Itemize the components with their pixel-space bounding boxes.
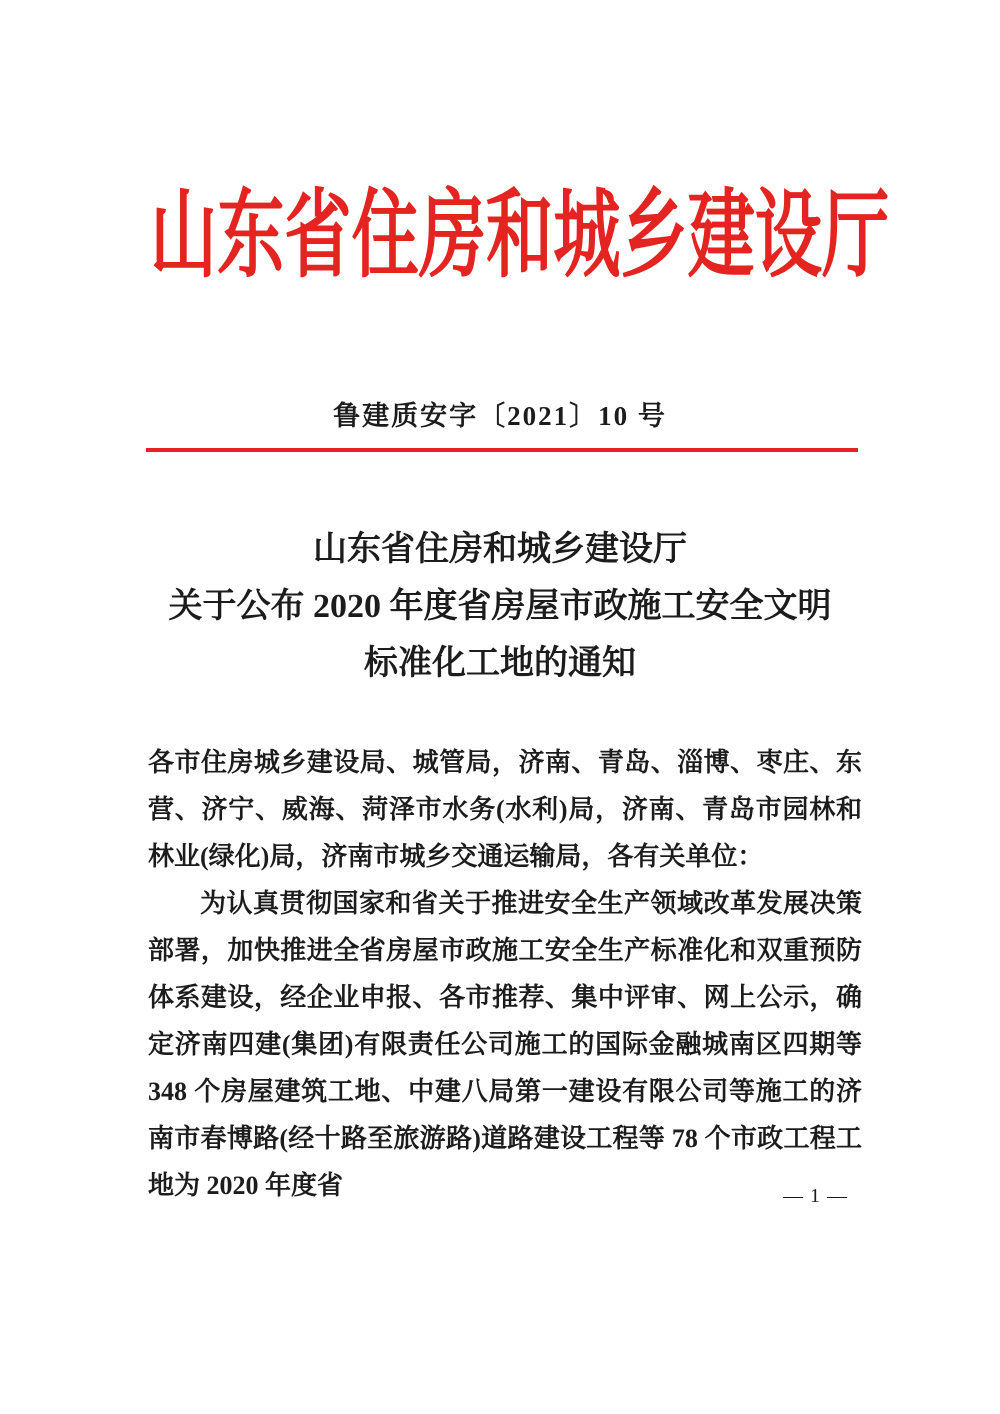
body-paragraph: 为认真贯彻国家和省关于推进安全生产领域改革发展决策部署，加快推进全省房屋市政施工安全生产标准化和双重预防体系建设，经企业申报、各市推荐、集中评审、网上公示，确定济南四建(集团)有限责任公司施工的国际金融城南区四期等 348 个房屋建筑工地、中建八局第一建设有限公司等施工的济南市春博路(经十路至旅游路)道路建设工程等 78 个市政工程工地为 2020 年度省 [148,889,862,1200]
notice-title-line-1: 山东省住房和城乡建设厅 [313,531,687,568]
notice-title [0,521,1000,692]
page-number: — 1 — [783,1185,848,1207]
salutation-paragraph: 各市住房城乡建设局、城管局，济南、青岛、淄博、枣庄、东营、济宁、威海、菏泽市水务(水利)局，济南、青岛市园林和林业(绿化)局，济南市城乡交通运输局，各有关单位： [148,748,862,871]
document-number: 鲁建质安字〔2021〕10 号 [333,401,667,431]
notice-body [148,739,862,1209]
red-separator-rule [146,448,858,452]
agency-masthead: 山东省住房和城乡建设厅 [150,182,890,289]
notice-title-line-3: 标准化工地的通知 [364,645,636,682]
notice-title-line-2: 关于公布 2020 年度省房屋市政施工安全文明 [168,588,832,625]
